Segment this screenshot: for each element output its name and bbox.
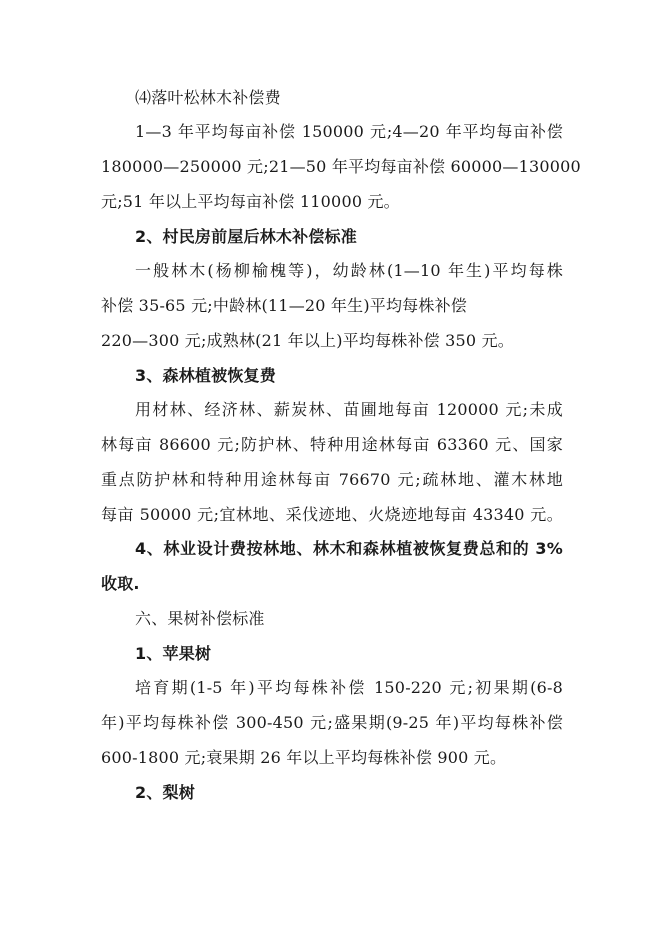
paragraph-line: 重点防护林和特种用途林每亩 76670 元;疏林地、灌木林地 [101,470,563,489]
paragraph-line: 收取. [101,574,140,593]
paragraph-line: 林每亩 86600 元;防护林、特种用途林每亩 63360 元、国家 [101,435,563,454]
section-heading-pear: 2、梨树 [135,783,195,802]
paragraph-line: 1—3 年平均每亩补偿 150000 元;4—20 年平均每亩补偿 [135,122,563,141]
section-heading-village-trees: 2、村民房前屋后林木补偿标准 [135,227,357,246]
section-heading-apple: 1、苹果树 [135,644,212,663]
paragraph-line: 元;51 年以上平均每亩补偿 110000 元。 [101,192,400,211]
paragraph-line: 一般林木(杨柳榆槐等)，幼龄林(1—10 年生)平均每株 [135,261,563,280]
paragraph-line: 用材林、经济林、薪炭林、苗圃地每亩 120000 元;未成 [135,400,563,419]
subsection-heading-larch: ⑷落叶松林木补偿费 [135,88,281,107]
paragraph-line: 600-1800 元;衰果期 26 年以上平均每株补偿 900 元。 [101,748,507,767]
paragraph-line: 180000—250000 元;21—50 年平均每亩补偿 60000—130000 [101,157,581,176]
section-heading-design-fee: 4、林业设计费按林地、林木和森林植被恢复费总和的 3% [135,539,563,558]
paragraph-line: 每亩 50000 元;宜林地、采伐迹地、火烧迹地每亩 43340 元。 [101,505,563,524]
paragraph-line: 补偿 35-65 元;中龄林(11—20 年生)平均每株补偿 [101,296,467,315]
paragraph-line: 年)平均每株补偿 300-450 元;盛果期(9-25 年)平均每株补偿 [101,713,563,732]
chapter-heading-fruit-trees: 六、果树补偿标准 [135,609,265,628]
paragraph-line: 培育期(1-5 年)平均每株补偿 150-220 元;初果期(6-8 [135,678,563,697]
paragraph-line: 220—300 元;成熟林(21 年以上)平均每株补偿 350 元。 [101,331,514,350]
section-heading-forest-restoration: 3、森林植被恢复费 [135,366,276,385]
